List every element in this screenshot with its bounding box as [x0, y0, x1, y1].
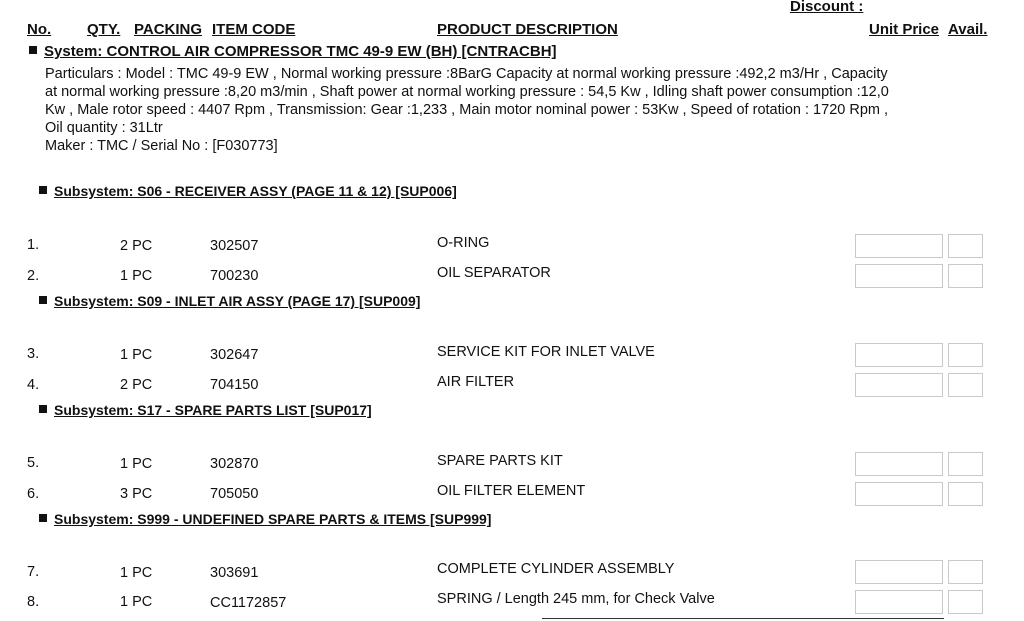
particulars-line: Oil quantity : 31Ltr: [45, 120, 163, 136]
subsystem-title: [39, 511, 491, 527]
avail-field[interactable]: [948, 452, 983, 476]
item-description: SPARE PARTS KIT: [437, 453, 563, 469]
avail-field[interactable]: [948, 264, 983, 288]
particulars-line: Particulars : Model : TMC 49-9 EW , Normal working pressure :8BarG Capacity at normal working pressure :492,2 m3/Hr , Capacity: [45, 66, 888, 82]
avail-field[interactable]: [948, 482, 983, 506]
subsystem-title-text: Subsystem: S999 - UNDEFINED SPARE PARTS & ITEMS [SUP999]: [54, 511, 492, 527]
item-code: 303691: [210, 565, 259, 581]
unit-price-field[interactable]: [855, 234, 943, 258]
item-qty: 1 PC: [120, 456, 153, 472]
bullet-icon: [39, 514, 47, 522]
discount-label: Discount :: [790, 0, 864, 15]
item-no: 8.: [27, 594, 40, 610]
subsystem-title-text: Subsystem: S06 - RECEIVER ASSY (PAGE 11 & 12) [SUP006]: [54, 183, 457, 199]
item-qty: 2 PC: [120, 238, 153, 254]
bullet-icon: [29, 46, 37, 54]
system-title-text: System: CONTROL AIR COMPRESSOR TMC 49-9 EW (BH) [CNTRACBH]: [44, 43, 557, 60]
unit-price-field[interactable]: [855, 482, 943, 506]
item-description: SPRING / Length 245 mm, for Check Valve: [437, 591, 715, 607]
item-description: OIL SEPARATOR: [437, 265, 551, 281]
item-no: 5.: [27, 455, 40, 471]
column-header-item-code: ITEM CODE: [212, 21, 296, 38]
particulars-line: at normal working pressure :8,20 m3/min , Shaft power at normal working pressure : 54,5 Kw , Idling shaft power consumption :12,0: [45, 84, 889, 100]
subsystem-title: [39, 402, 372, 418]
maker-line: Maker : TMC / Serial No : [F030773]: [45, 138, 278, 154]
item-no: 2.: [27, 268, 40, 284]
avail-field[interactable]: [948, 234, 983, 258]
item-description: COMPLETE CYLINDER ASSEMBLY: [437, 561, 675, 577]
item-code: 302870: [210, 456, 259, 472]
unit-price-field[interactable]: [855, 373, 943, 397]
item-qty: 1 PC: [120, 565, 153, 581]
unit-price-field[interactable]: [855, 560, 943, 584]
avail-field[interactable]: [948, 343, 983, 367]
item-no: 4.: [27, 377, 40, 393]
item-code: 700230: [210, 268, 259, 284]
column-header-packing: PACKING: [134, 21, 203, 38]
item-no: 1.: [27, 237, 40, 253]
particulars-line: Kw , Male rotor speed : 4407 Rpm , Transmission: Gear :1,233 , Main motor nominal power : 53Kw , Speed of rotation : 1720 Rpm ,: [45, 102, 889, 118]
item-no: 6.: [27, 486, 40, 502]
bullet-icon: [39, 405, 47, 413]
divider: [542, 618, 944, 619]
column-header-unit-price: Unit Price: [869, 21, 940, 38]
item-no: 7.: [27, 564, 40, 580]
item-code: 302647: [210, 347, 259, 363]
column-header-no: No.: [27, 21, 52, 38]
avail-field[interactable]: [948, 590, 983, 614]
column-header-description: PRODUCT DESCRIPTION: [437, 21, 618, 38]
avail-field[interactable]: [948, 373, 983, 397]
item-qty: 3 PC: [120, 486, 153, 502]
unit-price-field[interactable]: [855, 590, 943, 614]
item-qty: 1 PC: [120, 594, 153, 610]
unit-price-field[interactable]: [855, 343, 943, 367]
item-description: OIL FILTER ELEMENT: [437, 483, 586, 499]
item-qty: 2 PC: [120, 377, 153, 393]
item-qty: 1 PC: [120, 268, 153, 284]
subsystem-title: [39, 293, 420, 309]
subsystem-title-text: Subsystem: S09 - INLET AIR ASSY (PAGE 17) [SUP009]: [54, 293, 421, 309]
item-no: 3.: [27, 346, 40, 362]
avail-field[interactable]: [948, 560, 983, 584]
system-particulars: [45, 65, 889, 155]
column-header-avail: Avail.: [948, 21, 988, 38]
item-code: 705050: [210, 486, 259, 502]
unit-price-field[interactable]: [855, 452, 943, 476]
item-code: CC1172857: [210, 595, 287, 611]
item-description: AIR FILTER: [437, 374, 515, 390]
system-title: [29, 43, 557, 60]
unit-price-field[interactable]: [855, 264, 943, 288]
item-description: O-RING: [437, 235, 490, 251]
item-code: 302507: [210, 238, 259, 254]
bullet-icon: [39, 296, 47, 304]
item-code: 704150: [210, 377, 259, 393]
column-header-qty: QTY.: [87, 21, 121, 38]
bullet-icon: [39, 186, 47, 194]
subsystem-title-text: Subsystem: S17 - SPARE PARTS LIST [SUP017]: [54, 402, 372, 418]
item-qty: 1 PC: [120, 347, 153, 363]
subsystem-title: [39, 183, 457, 199]
item-description: SERVICE KIT FOR INLET VALVE: [437, 344, 655, 360]
